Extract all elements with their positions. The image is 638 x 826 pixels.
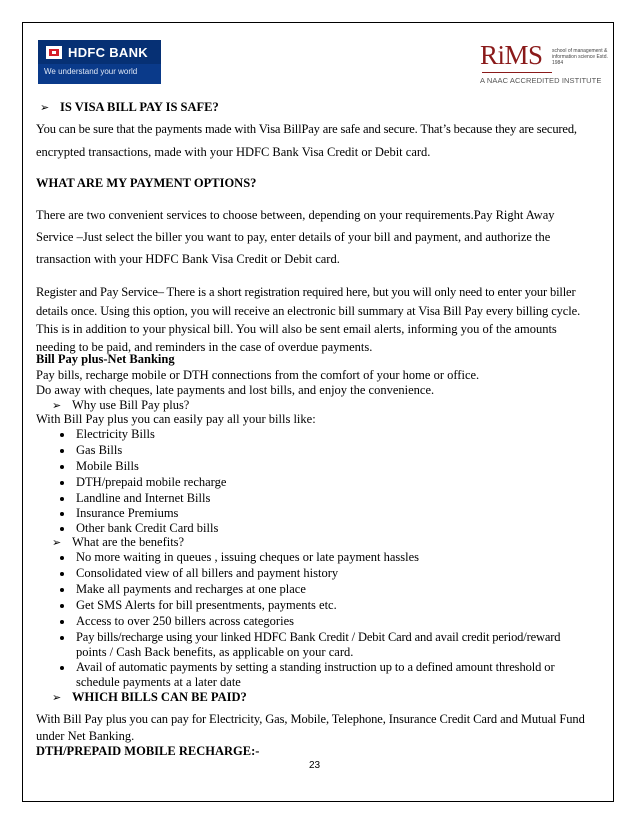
register-line-2: details once. Using this option, you will receive an electronic bill summary at Visa Bill Pay every billing cycle. (36, 304, 581, 318)
rims-logo-text: RiMS (480, 40, 543, 70)
options-line-3: transaction with your HDFC Bank Visa Credit or Debit card. (36, 252, 340, 266)
bullet-icon (60, 449, 64, 453)
bullet-icon (60, 481, 64, 485)
bullet-icon (60, 588, 64, 592)
page-number: 23 (309, 760, 321, 771)
hdfc-bank-logo (38, 40, 161, 84)
netbanking-heading: Bill Pay plus-Net Banking (36, 352, 175, 366)
list-item: Make all payments and recharges at one place (76, 582, 306, 596)
hdfc-bank-tagline: We understand your world (44, 67, 138, 76)
bullet-icon (60, 433, 64, 437)
list-item: Get SMS Alerts for bill presentments, payments etc. (76, 598, 337, 612)
register-line-4: needing to be paid, and reminders in the case of overdue payments. (36, 340, 373, 354)
hdfc-mark-icon (46, 46, 62, 59)
options-line-1: There are two convenient services to choose between, depending on your requirements.Pay Right Away (36, 208, 555, 222)
rims-accreditation: A NAAC ACCREDITED INSTITUTE (480, 76, 602, 85)
bullet-icon (60, 604, 64, 608)
list-item: Gas Bills (76, 443, 123, 457)
list-item: Landline and Internet Bills (76, 491, 211, 505)
why-intro: With Bill Pay plus you can easily pay all your bills like: (36, 412, 316, 426)
which-line-1: With Bill Pay plus you can pay for Electricity, Gas, Mobile, Telephone, Insurance Credit Card and Mutual Fund (36, 712, 585, 726)
bullet-icon (60, 666, 64, 670)
list-item: DTH/prepaid mobile recharge (76, 475, 227, 489)
register-line-3: This is in addition to your physical bill. You will also be sent email alerts, informing you of the amounts (36, 322, 557, 336)
which-heading: WHICH BILLS CAN BE PAID? (72, 690, 247, 704)
benefits-heading: What are the benefits? (72, 535, 185, 549)
safe-paragraph-line-1: You can be sure that the payments made with Visa BillPay are safe and secure. That’s because they are secured, (36, 122, 577, 136)
rims-subtitle: school of management & information science Estd. 1984 (552, 48, 608, 66)
netbanking-line-2: Do away with cheques, late payments and lost bills, and enjoy the convenience. (36, 383, 435, 397)
hdfc-bank-name: HDFC BANK (68, 45, 148, 60)
arrow-bullet-icon: ➢ (52, 536, 62, 549)
safe-paragraph-line-2: encrypted transactions, made with your HDFC Bank Visa Credit or Debit card. (36, 145, 431, 159)
arrow-bullet-icon: ➢ (52, 691, 62, 704)
netbanking-line-1: Pay bills, recharge mobile or DTH connections from the comfort of your home or office. (36, 368, 480, 382)
bullet-icon (60, 497, 64, 501)
list-item: Electricity Bills (76, 427, 155, 441)
list-item: Avail of automatic payments by setting a standing instruction up to a defined amount threshold or (76, 660, 555, 674)
list-item: Other bank Credit Card bills (76, 521, 219, 535)
list-item: Pay bills/recharge using your linked HDFC Bank Credit / Debit Card and avail credit period/reward (76, 630, 561, 644)
arrow-bullet-icon: ➢ (40, 101, 50, 114)
safe-heading: IS VISA BILL PAY IS SAFE? (60, 100, 219, 114)
bullet-icon (60, 620, 64, 624)
list-item: Consolidated view of all billers and payment history (76, 566, 339, 580)
bullet-icon (60, 512, 64, 516)
bullet-icon (60, 636, 64, 640)
arrow-bullet-icon: ➢ (52, 399, 62, 412)
bullet-icon (60, 527, 64, 531)
rims-logo (478, 38, 616, 88)
bullet-icon (60, 572, 64, 576)
register-line-1: Register and Pay Service– There is a short registration required here, but you will only need to enter your biller (36, 285, 576, 299)
list-item: No more waiting in queues , issuing cheques or late payment hassles (76, 550, 419, 564)
dth-heading: DTH/PREPAID MOBILE RECHARGE:- (36, 744, 260, 758)
why-heading: Why use Bill Pay plus? (72, 398, 190, 412)
bullet-icon (60, 556, 64, 560)
list-item: Insurance Premiums (76, 506, 179, 520)
list-item-continued: schedule payments at a later date (76, 675, 241, 689)
which-line-2: under Net Banking. (36, 729, 135, 743)
options-heading: WHAT ARE MY PAYMENT OPTIONS? (36, 176, 257, 190)
bullet-icon (60, 465, 64, 469)
options-line-2: Service –Just select the biller you want to pay, enter details of your bill and payment, and authorize the (36, 230, 551, 244)
list-item: Access to over 250 billers across categories (76, 614, 294, 628)
list-item-continued: points / Cash Back benefits, as applicable on your card. (76, 645, 354, 659)
list-item: Mobile Bills (76, 459, 139, 473)
